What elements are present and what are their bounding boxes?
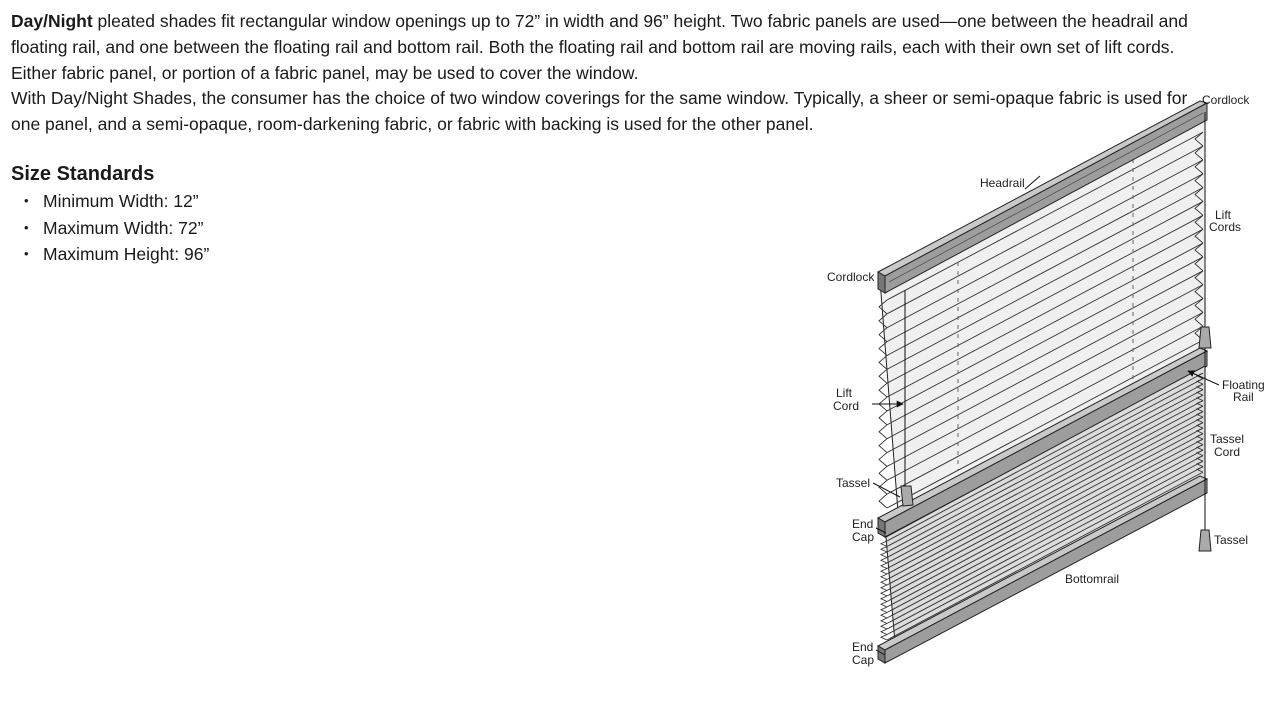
pleat-fold — [881, 635, 887, 641]
pleat-fold — [881, 558, 887, 564]
label-tassel-right: Tassel — [1214, 533, 1249, 547]
label-lift-cords-line2: Cords — [1209, 220, 1242, 234]
end-cap-upper — [878, 518, 885, 537]
pleat-fold — [881, 569, 887, 575]
label-cordlock-top: Cordlock — [1202, 93, 1250, 107]
label-headrail: Headrail — [980, 176, 1025, 190]
pleat-fold — [881, 563, 887, 569]
pleat-fold — [879, 411, 887, 425]
pleat-fold — [881, 574, 887, 580]
product-name: Day/Night — [11, 11, 93, 31]
pleat-fold — [881, 624, 887, 630]
pleat-fold — [879, 466, 887, 480]
right-tassel-icon — [1199, 530, 1211, 551]
label-lift-cord-line1: Lift — [836, 386, 853, 400]
pleat-fold — [881, 618, 887, 624]
label-floating-rail-line2: Rail — [1233, 390, 1254, 404]
upper-right-tassel-icon — [1199, 327, 1211, 348]
label-tassel-cord-line2: Cord — [1214, 445, 1241, 459]
label-floating-rail-line1: Floating — [1222, 378, 1265, 392]
pleat-fold — [881, 547, 887, 553]
pleat-fold — [879, 494, 887, 508]
pleat-fold — [881, 596, 887, 602]
pleat-fold — [879, 439, 887, 453]
pleat-fold — [879, 383, 887, 397]
left-tassel-icon — [901, 486, 913, 506]
pleat-fold — [881, 602, 887, 608]
label-end-cap-upper-line1: End — [852, 517, 874, 531]
label-end-cap-lower-line1: End — [852, 640, 874, 654]
pleat-fold — [879, 369, 887, 383]
intro-paragraph-1-body: pleated shades fit rectangular window openings up to 72” in width and 96” height. Two fabric panels are used—one between the headrail and floating rail, and one between the floating rail and bottom rail. Both the floating rail and bottom rail are moving rails, each with their own set of lift cords. Either fabric panel, or portion of a fabric panel, may be used to cover the window. — [11, 11, 1188, 83]
size-standards-heading: Size Standards — [11, 163, 155, 185]
pleat-fold — [879, 453, 887, 467]
label-tassel-left: Tassel — [836, 476, 871, 490]
list-item-maximum-width: • Maximum Width: 72” — [24, 215, 209, 242]
list-item-maximum-height: • Maximum Height: 96” — [24, 241, 209, 268]
pleat-fold — [881, 607, 887, 613]
pleat-fold — [881, 591, 887, 597]
pleat-fold — [879, 425, 887, 439]
label-bottomrail: Bottomrail — [1065, 572, 1120, 586]
label-tassel-cord-line1: Tassel — [1210, 432, 1245, 446]
label-end-cap-upper-line2: Cap — [852, 530, 875, 544]
label-lift-cords-line1: Lift — [1215, 208, 1232, 222]
pleat-fold — [881, 629, 887, 635]
intro-paragraph-2: With Day/Night Shades, the consumer has the choice of two window coverings for the same window. Typically, a sheer or semi-opaque fabric is used for one panel, and a semi-opaque, room-darkening fabric, or fabric with backing is used for the other panel. — [11, 88, 1188, 135]
headrail-end-cap — [878, 272, 885, 293]
label-end-cap-lower-line2: Cap — [852, 653, 875, 667]
pleat-fold — [881, 613, 887, 619]
pleat-fold — [881, 585, 887, 591]
pleat-fold — [881, 552, 887, 558]
label-cordlock-left: Cordlock — [827, 270, 875, 284]
list-item-minimum-width: • Minimum Width: 12” — [24, 188, 209, 215]
pleat-fold — [881, 580, 887, 586]
label-lift-cord-line2: Cord — [833, 399, 860, 413]
